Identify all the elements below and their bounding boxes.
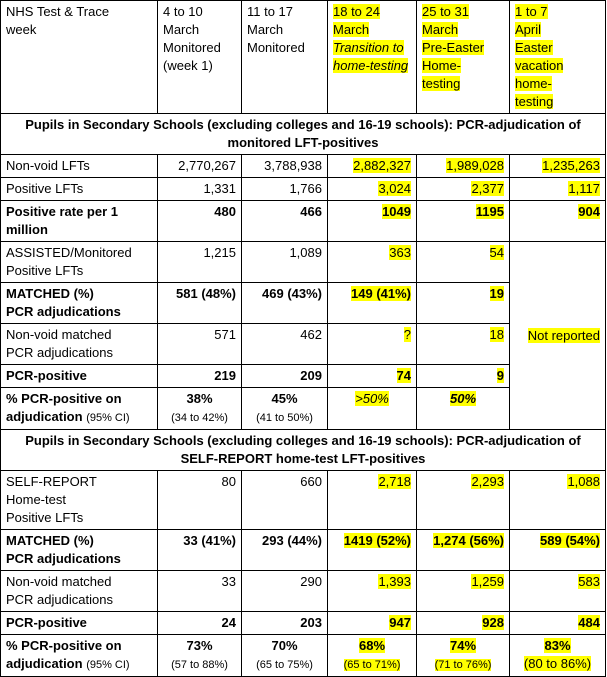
- header-week-2: 11 to 17 March Monitored: [242, 1, 328, 114]
- header-row: [1, 1, 606, 114]
- row-pct-pcr-positive-monitored: % PCR-positive on adjudication (95% CI) 38% (34 to 42%) 45% (41 to 50%) >50% 50%: [1, 388, 606, 430]
- section-title-monitored: Pupils in Secondary Schools (excluding colleges and 16-19 schools): PCR-adjudication of monitored LFT-positives: [1, 114, 606, 155]
- header-week: NHS Test & Trace week: [1, 1, 158, 114]
- header-week-4: 25 to 31 March Pre-Easter Home- testing: [417, 1, 510, 114]
- row-pct-pcr-positive-self-report: % PCR-positive on adjudication (95% CI) 73% (57 to 88%) 70% (65 to 75%) 68% (65 to 71%) 74% (71 to 76%) 83% (80 to 86%): [1, 635, 606, 677]
- row-pcr-positive-self-report: PCR-positive 24 203 947 928 484: [1, 612, 606, 635]
- header-week-3: 18 to 24 March Transition to home-testing: [328, 1, 417, 114]
- row-pcr-positive-monitored: PCR-positive 219 209 74 9: [1, 365, 606, 388]
- row-matched-self-report: MATCHED (%) PCR adjudications 33 (41%) 293 (44%) 1419 (52%) 1,274 (56%) 589 (54%): [1, 530, 606, 571]
- not-reported-cell: Not reported: [510, 242, 606, 430]
- row-matched-monitored: MATCHED (%) PCR adjudications 581 (48%) 469 (43%) 149 (41%) 19: [1, 283, 606, 324]
- row-nonvoid-lfts: Non-void LFTs 2,770,267 3,788,938 2,882,327 1,989,028 1,235,263: [1, 155, 606, 178]
- row-self-report-positive: SELF-REPORT Home-test Positive LFTs 80 660 2,718 2,293 1,088: [1, 471, 606, 530]
- section-title-self-report: Pupils in Secondary Schools (excluding colleges and 16-19 schools): PCR-adjudication of SELF-REPORT home-test LFT-positives: [1, 430, 606, 471]
- row-assisted-positive: ASSISTED/Monitored Positive LFTs 1,215 1,089 363 54 Not reported: [1, 242, 606, 283]
- header-week-1: 4 to 10 March Monitored (week 1): [158, 1, 242, 114]
- row-nonvoid-matched-self-report: Non-void matched PCR adjudications 33 290 1,393 1,259 583: [1, 571, 606, 612]
- row-positive-lfts: Positive LFTs 1,331 1,766 3,024 2,377 1,117: [1, 178, 606, 201]
- row-nonvoid-matched-monitored: Non-void matched PCR adjudications 571 462 ? 18: [1, 324, 606, 365]
- row-positive-rate: Positive rate per 1 million 480 466 1049 1195 904: [1, 201, 606, 242]
- header-week-5: 1 to 7 April Easter vacation home- testing: [510, 1, 606, 114]
